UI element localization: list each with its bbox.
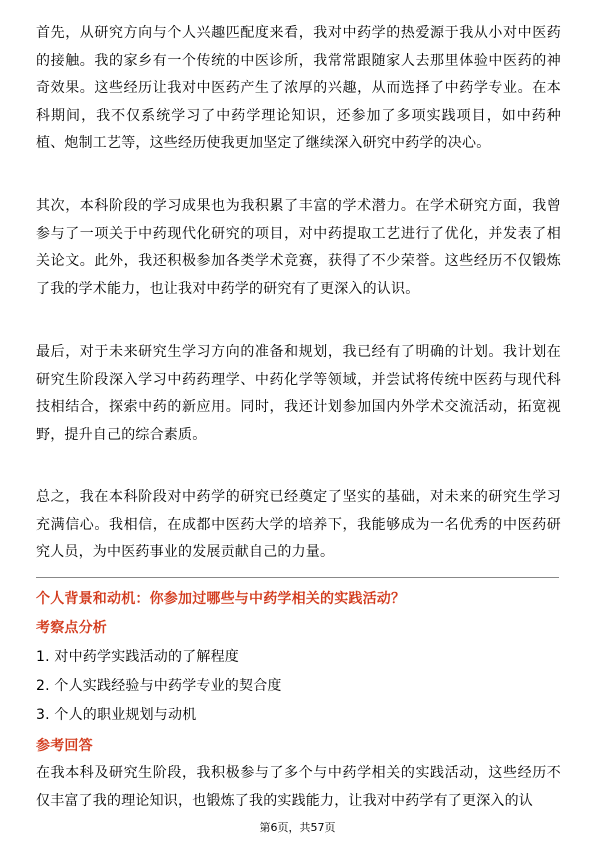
analysis-list	[36, 643, 282, 730]
answer-heading: 参考回答	[36, 738, 93, 754]
paragraph-conclusion: 总之，我在本科阶段对中药学的研究已经奠定了坚实的基础，对未来的研究生学习充满信心。我相信，在成都中医药大学的培养下，我能够成为一名优秀的中医药研究人员，为中医药事业的发展贡献自己的力量。	[36, 489, 561, 560]
paragraph-future-plan: 最后，对于未来研究生学习方向的准备和规划，我已经有了明确的计划。我计划在研究生阶段深入学习中药药理学、中药化学等领域，并尝试将传统中医药与现代科技相结合，探索中药的新应用。同时，我还计划参加国内外学术交流活动，拓宽视野，提升自己的综合素质。	[36, 344, 561, 443]
analysis-item: 2. 个人实践经验与中药学专业的契合度	[36, 678, 282, 694]
paragraph-research-interest: 首先，从研究方向与个人兴趣匹配度来看，我对中药学的热爱源于我从小对中医药的接触。我的家乡有一个传统的中医诊所，我常常跟随家人去那里体验中医药的神奇效果。这些经历让我对中医药产生了浓厚的兴趣，从而选择了中药学专业。在本科期间，我不仅系统学习了中药学理论知识，还参加了多项实践项目，如中药种植、炮制工艺等，这些经历使我更加坚定了继续深入研究中药学的决心。	[36, 25, 561, 151]
page-number-footer: 第6页，共57页	[259, 821, 336, 834]
analysis-item: 1. 对中药学实践活动的了解程度	[36, 649, 240, 665]
analysis-heading: 考察点分析	[36, 620, 107, 636]
section-divider	[36, 577, 559, 578]
interview-question: 个人背景和动机：你参加过哪些与中药学相关的实践活动？	[36, 591, 406, 607]
answer-text: 在我本科及研究生阶段，我积极参与了多个与中药学相关的实践活动，这些经历不仅丰富了我的理论知识，也锻炼了我的实践能力，让我对中药学有了更深入的认	[36, 765, 561, 809]
analysis-item: 3. 个人的职业规划与动机	[36, 707, 197, 723]
paragraph-academic-achievement: 其次，本科阶段的学习成果也为我积累了丰富的学术潜力。在学术研究方面，我曾参与了一项关于中药现代化研究的项目，对中药提取工艺进行了优化，并发表了相关论文。此外，我还积极参加各类学术竞赛，获得了不少荣誉。这些经历不仅锻炼了我的学术能力，也让我对中药学的研究有了更深入的认识。	[36, 198, 561, 297]
